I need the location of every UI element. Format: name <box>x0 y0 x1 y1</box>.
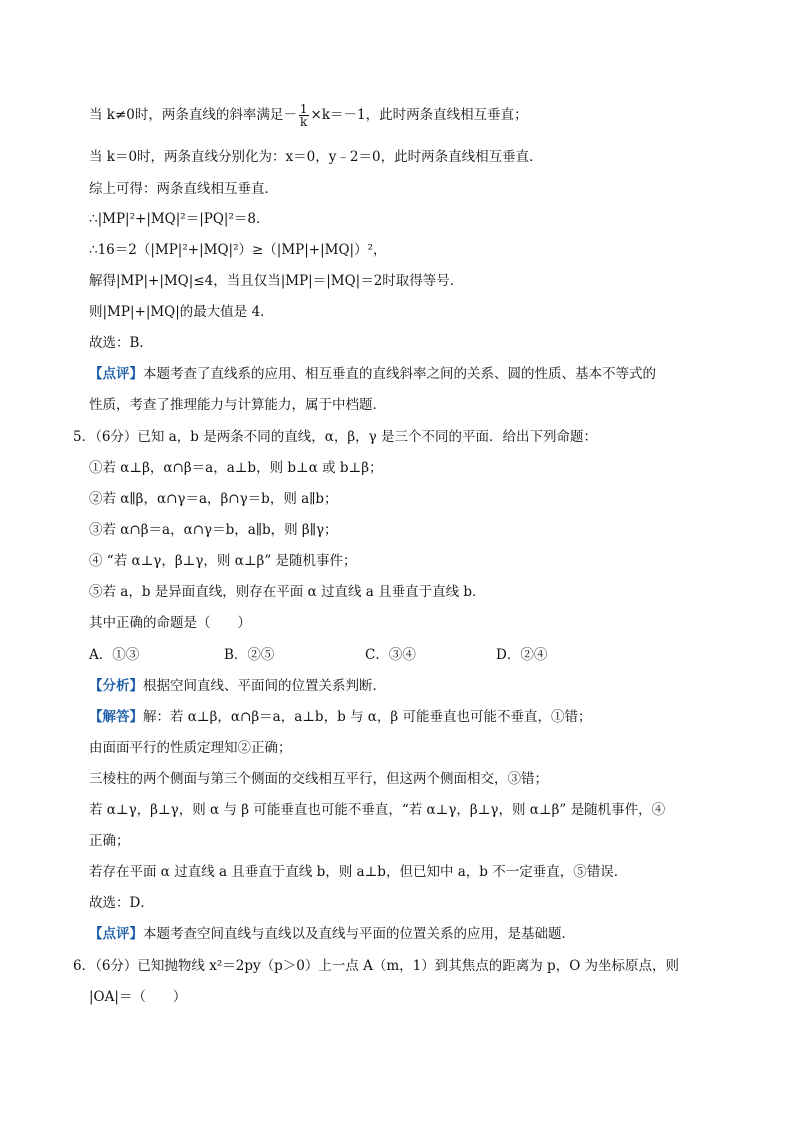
option-b: B．②⑤ <box>224 647 275 663</box>
option-c: C．③④ <box>365 647 416 663</box>
proposition-4: ④ “若 α⊥γ，β⊥γ，则 α⊥β” 是随机事件； <box>89 553 357 569</box>
question-ask: 其中正确的命题是（ ） <box>89 615 251 631</box>
comment-line-1 <box>89 362 656 382</box>
solution-line-1 <box>89 705 592 725</box>
comment-text: 本题考查空间直线与直线以及直线与平面的位置关系的应用，是基础题． <box>143 926 575 942</box>
question-5-stem: 5．（6分）已知 a，b 是两条不同的直线，α，β，γ 是三个不同的平面．给出下列命题： <box>73 429 597 445</box>
analysis-text: 根据空间直线、平面间的位置关系判断． <box>143 678 386 694</box>
text-line-7: 则|MP|+|MQ|的最大值是 4． <box>89 304 274 320</box>
text-line-3: 综上可得：两条直线相互垂直． <box>89 181 278 197</box>
solution-tag: 【解答】 <box>89 709 143 725</box>
analysis-line <box>89 674 386 694</box>
proposition-2: ②若 α∥β，α∩γ＝a，β∩γ＝b，则 a∥b； <box>89 491 338 507</box>
solution-line-7: 故选：D． <box>89 895 154 911</box>
text-segment: 当 k≠0时，两条直线的斜率满足 <box>89 107 284 123</box>
solution-line-2: 由面面平行的性质定理知②正确； <box>89 740 292 756</box>
comment-tag: 【点评】 <box>89 366 143 382</box>
text-line-5: ∴16＝2（|MP|²+|MQ|²）≥（|MP|+|MQ|）²， <box>89 242 387 258</box>
fraction-numerator: 1 <box>299 102 308 116</box>
fraction <box>299 103 309 128</box>
text-line-1: 当 k≠0时，两条直线的斜率满足－ $\frac{1}{k}$ ×k＝－1，此时两条直线相互垂直； <box>89 102 528 129</box>
comment-line-2: 性质，考查了推理能力与计算能力，属于中档题． <box>89 397 386 413</box>
solution-line-3: 三棱柱的两个侧面与第三个侧面的交线相互平行，但这两个侧面相交，③错； <box>89 771 548 787</box>
comment-tag: 【点评】 <box>89 926 143 942</box>
comment-2-line <box>89 922 575 942</box>
option-d: D．②④ <box>496 647 548 663</box>
proposition-5: ⑤若 a，b 是异面直线，则存在平面 α 过直线 a 且垂直于直线 b． <box>89 584 486 600</box>
text-line-4: ∴|MP|²+|MQ|²＝|PQ|²＝8． <box>89 211 270 227</box>
text-line-6: 解得|MP|+|MQ|≤4，当且仅当|MP|＝|MQ|＝2时取得等号． <box>89 273 464 289</box>
solution-line-6: 若存在平面 α 过直线 a 且垂直于直线 b，则 a⊥b，但已知中 a，b 不一定垂直，⑤错误． <box>89 864 628 880</box>
text-line-2: 当 k＝0时，两条直线分别化为：x＝0，y﹣2＝0，此时两条直线相互垂直． <box>89 149 543 165</box>
fraction-denominator: k <box>300 115 308 129</box>
solution-line-4: 若 α⊥γ，β⊥γ，则 α 与 β 可能垂直也可能不垂直，“若 α⊥γ，β⊥γ，则 α⊥β” 是随机事件，④ <box>89 802 666 818</box>
text-segment: ×k＝－1，此时两条直线相互垂直； <box>310 107 528 123</box>
text-line-8: 故选：B． <box>89 335 153 351</box>
question-6-ask: |OA|＝（ ） <box>89 989 187 1005</box>
proposition-3: ③若 α∩β＝a，α∩γ＝b，a∥b，则 β∥γ； <box>89 522 338 538</box>
proposition-1: ①若 α⊥β，α∩β＝a，a⊥b，则 b⊥α 或 b⊥β； <box>89 460 383 476</box>
question-6-stem: 6．（6分）已知抛物线 x²＝2py（p＞0）上一点 A（m，1）到其焦点的距离为 p，O 为坐标原点，则 <box>73 958 680 974</box>
solution-line-5: 正确； <box>89 833 130 849</box>
solution-text: 解：若 α⊥β，α∩β＝a，a⊥b，b 与 α，β 可能垂直也可能不垂直，①错； <box>143 709 592 725</box>
comment-text: 本题考查了直线系的应用、相互垂直的直线斜率之间的关系、圆的性质、基本不等式的 <box>143 366 656 382</box>
analysis-tag: 【分析】 <box>89 678 143 694</box>
option-a: A．①③ <box>89 647 140 663</box>
